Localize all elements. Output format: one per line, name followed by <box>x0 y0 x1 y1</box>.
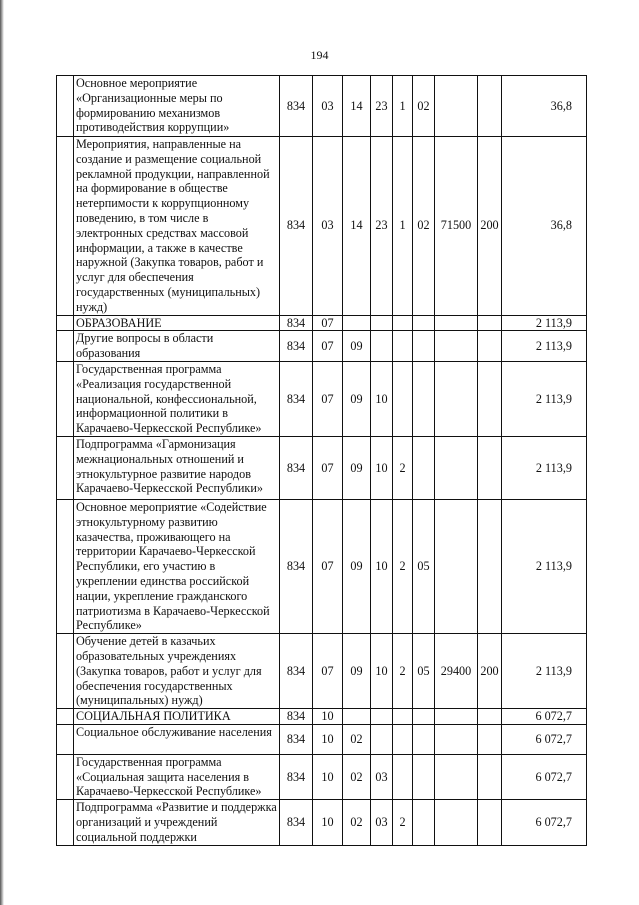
amount: 2 113,9 <box>502 499 587 633</box>
code-program: 10 <box>371 499 393 633</box>
code-program <box>371 709 393 725</box>
code-section: 07 <box>313 331 343 362</box>
code-direction <box>435 76 478 137</box>
scan-edge <box>0 0 4 905</box>
code-expense-type <box>478 361 502 436</box>
code-subsection: 14 <box>343 137 371 316</box>
code-direction <box>435 499 478 633</box>
code-program <box>371 315 393 331</box>
code-grbs: 834 <box>280 800 313 845</box>
code-grbs: 834 <box>280 331 313 362</box>
code-program: 10 <box>371 361 393 436</box>
code-subprogram: 1 <box>393 76 413 137</box>
item-name: Подпрограмма «Развитие и поддержка организаций и учреждений социальной поддержки <box>74 800 280 845</box>
code-expense-type <box>478 499 502 633</box>
amount: 2 113,9 <box>502 331 587 362</box>
code-subsection: 09 <box>343 361 371 436</box>
code-event: 05 <box>413 634 435 709</box>
code-direction <box>435 724 478 754</box>
code-grbs: 834 <box>280 315 313 331</box>
code-program: 10 <box>371 436 393 499</box>
amount: 36,8 <box>502 76 587 137</box>
code-expense-type <box>478 315 502 331</box>
code-subprogram: 2 <box>393 800 413 845</box>
code-grbs: 834 <box>280 724 313 754</box>
code-grbs: 834 <box>280 634 313 709</box>
code-expense-type: 200 <box>478 634 502 709</box>
item-name: ОБРАЗОВАНИЕ <box>74 315 280 331</box>
code-program: 23 <box>371 76 393 137</box>
code-expense-type <box>478 331 502 362</box>
code-section: 03 <box>313 137 343 316</box>
table-row <box>57 436 587 499</box>
code-expense-type <box>478 709 502 725</box>
code-expense-type <box>478 76 502 137</box>
code-event <box>413 754 435 799</box>
item-name: Государственная программа «Реализация государственной национальной, конфессиональной, информационной политики в Карачаево-Черкесской Республике» <box>74 361 280 436</box>
code-expense-type <box>478 754 502 799</box>
code-subprogram <box>393 361 413 436</box>
row-margin-cell <box>57 499 74 633</box>
table-row <box>57 315 587 331</box>
code-subprogram: 2 <box>393 436 413 499</box>
code-subsection <box>343 315 371 331</box>
code-subprogram <box>393 331 413 362</box>
code-event <box>413 436 435 499</box>
amount: 2 113,9 <box>502 361 587 436</box>
amount: 2 113,9 <box>502 315 587 331</box>
code-subprogram: 2 <box>393 499 413 633</box>
code-subsection: 09 <box>343 499 371 633</box>
item-name: СОЦИАЛЬНАЯ ПОЛИТИКА <box>74 709 280 725</box>
code-direction: 29400 <box>435 634 478 709</box>
budget-table <box>56 75 587 846</box>
code-direction <box>435 436 478 499</box>
code-subprogram: 1 <box>393 137 413 316</box>
row-margin-cell <box>57 724 74 754</box>
code-event <box>413 800 435 845</box>
code-expense-type: 200 <box>478 137 502 316</box>
code-event: 05 <box>413 499 435 633</box>
code-event: 02 <box>413 137 435 316</box>
code-section: 10 <box>313 800 343 845</box>
code-expense-type <box>478 436 502 499</box>
code-subsection: 02 <box>343 754 371 799</box>
amount: 2 113,9 <box>502 436 587 499</box>
code-grbs: 834 <box>280 137 313 316</box>
budget-table-body <box>57 76 587 846</box>
code-direction <box>435 754 478 799</box>
code-subsection <box>343 709 371 725</box>
row-margin-cell <box>57 137 74 316</box>
item-name: Обучение детей в казачьих образовательных учреждениях (Закупка товаров, работ и услуг для обеспечения государственных (муниципальных) нужд) <box>74 634 280 709</box>
item-name: Социальное обслуживание населения <box>74 724 280 754</box>
table-row <box>57 331 587 362</box>
code-event <box>413 331 435 362</box>
item-name: Мероприятия, направленные на создание и размещение социальной рекламной продукции, направленной на формирование в обществе нетерпимости к коррупционному поведению, в том числе в электронных средствах массовой информации, а также в качестве наружной (Закупка товаров, работ и услуг для обеспечения государственных (муниципальных) нужд) <box>74 137 280 316</box>
amount: 2 113,9 <box>502 634 587 709</box>
item-name: Основное мероприятие «Содействие этнокультурному развитию казачества, проживающего на территории Карачаево-Черкесской Республики, его участию в укреплении единства российской нации, укрепление гражданского патриотизма в Карачаево-Черкесской Республике» <box>74 499 280 633</box>
code-subsection: 02 <box>343 800 371 845</box>
code-program: 03 <box>371 754 393 799</box>
row-margin-cell <box>57 76 74 137</box>
row-margin-cell <box>57 331 74 362</box>
table-row <box>57 634 587 709</box>
row-margin-cell <box>57 436 74 499</box>
code-subprogram <box>393 315 413 331</box>
code-section: 10 <box>313 709 343 725</box>
code-grbs: 834 <box>280 499 313 633</box>
row-margin-cell <box>57 315 74 331</box>
row-margin-cell <box>57 754 74 799</box>
item-name: Подпрограмма «Гармонизация межнациональных отношений и этнокультурное развитие народов Карачаево-Черкесской Республики» <box>74 436 280 499</box>
code-program <box>371 724 393 754</box>
code-subsection: 09 <box>343 634 371 709</box>
code-section: 07 <box>313 436 343 499</box>
item-name: Государственная программа «Социальная защита населения в Карачаево-Черкесской Республике» <box>74 754 280 799</box>
code-subsection: 09 <box>343 331 371 362</box>
code-direction <box>435 709 478 725</box>
code-subprogram <box>393 724 413 754</box>
row-margin-cell <box>57 361 74 436</box>
code-subprogram <box>393 709 413 725</box>
table-row <box>57 754 587 799</box>
code-event: 02 <box>413 76 435 137</box>
table-row <box>57 499 587 633</box>
code-grbs: 834 <box>280 76 313 137</box>
row-margin-cell <box>57 709 74 725</box>
code-subsection: 14 <box>343 76 371 137</box>
code-direction <box>435 361 478 436</box>
code-direction <box>435 315 478 331</box>
code-direction: 71500 <box>435 137 478 316</box>
amount: 36,8 <box>502 137 587 316</box>
code-subsection: 09 <box>343 436 371 499</box>
table-row <box>57 800 587 845</box>
code-event <box>413 361 435 436</box>
code-program <box>371 331 393 362</box>
code-section: 07 <box>313 499 343 633</box>
item-name: Другие вопросы в области образования <box>74 331 280 362</box>
code-section: 03 <box>313 76 343 137</box>
code-program: 10 <box>371 634 393 709</box>
code-direction <box>435 800 478 845</box>
code-expense-type <box>478 724 502 754</box>
code-subprogram: 2 <box>393 634 413 709</box>
amount: 6 072,7 <box>502 709 587 725</box>
code-expense-type <box>478 800 502 845</box>
row-margin-cell <box>57 634 74 709</box>
code-grbs: 834 <box>280 754 313 799</box>
code-event <box>413 709 435 725</box>
code-event <box>413 315 435 331</box>
table-row <box>57 724 587 754</box>
table-row <box>57 137 587 316</box>
code-subsection: 02 <box>343 724 371 754</box>
item-name: Основное мероприятие «Организационные меры по формированию механизмов противодействия коррупции» <box>74 76 280 137</box>
row-margin-cell <box>57 800 74 845</box>
amount: 6 072,7 <box>502 754 587 799</box>
page-number: 194 <box>310 48 329 62</box>
code-grbs: 834 <box>280 709 313 725</box>
code-direction <box>435 331 478 362</box>
code-program: 23 <box>371 137 393 316</box>
code-section: 10 <box>313 754 343 799</box>
amount: 6 072,7 <box>502 724 587 754</box>
code-section: 10 <box>313 724 343 754</box>
code-grbs: 834 <box>280 436 313 499</box>
code-program: 03 <box>371 800 393 845</box>
code-section: 07 <box>313 315 343 331</box>
code-grbs: 834 <box>280 361 313 436</box>
table-row <box>57 76 587 137</box>
table-row <box>57 709 587 725</box>
amount: 6 072,7 <box>502 800 587 845</box>
code-section: 07 <box>313 634 343 709</box>
table-row <box>57 361 587 436</box>
code-subprogram <box>393 754 413 799</box>
code-event <box>413 724 435 754</box>
code-section: 07 <box>313 361 343 436</box>
